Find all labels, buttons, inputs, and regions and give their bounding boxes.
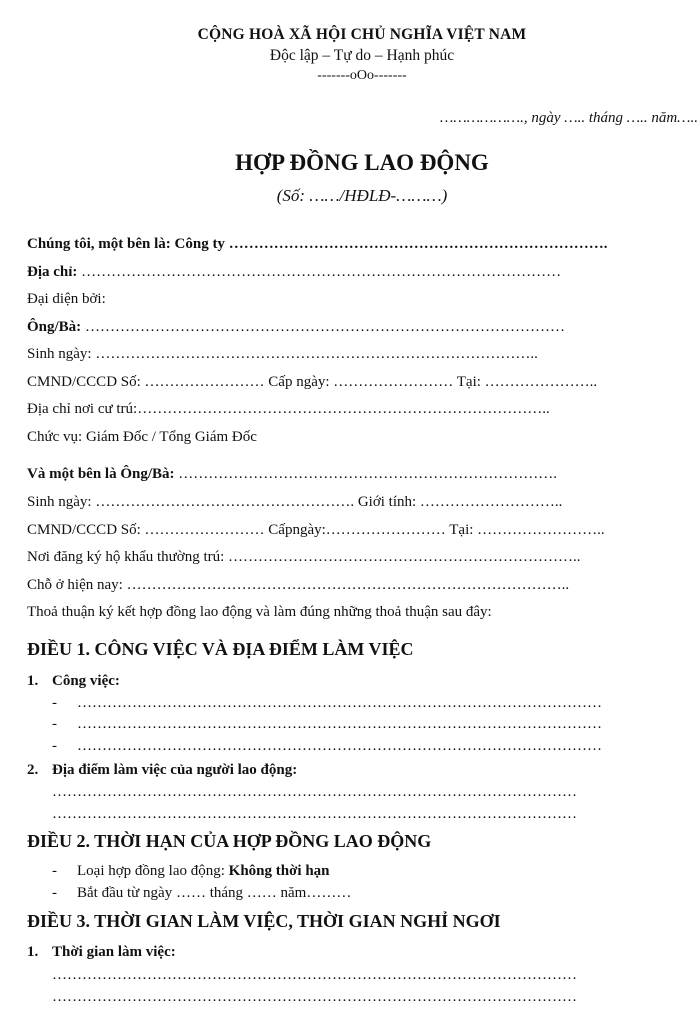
article-1-work-line-2 xyxy=(52,716,602,733)
party-a-represented-by: Đại diện bởi: xyxy=(27,291,106,307)
article-1-work-line-3 xyxy=(52,738,602,755)
article-1-item-1-label: Công việc: xyxy=(52,673,120,689)
party-a-name xyxy=(27,319,565,336)
dash-marker: - xyxy=(52,885,57,901)
article-1-item-2 xyxy=(27,762,297,779)
article-2-start xyxy=(52,885,351,902)
national-motto: Độc lập – Tự do – Hạnh phúc xyxy=(269,47,455,64)
party-a-address-fill: …………………………………………………………………………………… xyxy=(77,264,562,280)
party-b-intro-label: Và một bên là Ông/Bà: xyxy=(27,466,175,482)
dash-marker: - xyxy=(52,863,57,879)
article-2-type xyxy=(52,863,330,880)
article-1-item-1 xyxy=(27,673,120,690)
article-1-work-line-1 xyxy=(52,695,602,712)
article-1-item-2-label: Địa điểm làm việc của người lao động: xyxy=(52,762,298,778)
date-line: ………………., ngày ….. tháng ….. năm….. xyxy=(440,110,698,126)
article-3-item-1-label: Thời gian làm việc: xyxy=(52,944,176,960)
party-b-current-address: Chỗ ở hiện nay: …………………………………………………………………………….. xyxy=(27,577,570,593)
article-2-heading: ĐIỀU 2. THỜI HẠN CỦA HỢP ĐỒNG LAO ĐỘNG xyxy=(27,831,432,851)
header-divider: -------oOo------- xyxy=(317,68,407,83)
party-a-intro-fill: …………………………………………………………………. xyxy=(224,236,608,252)
dash-marker: - xyxy=(52,716,57,732)
party-b-intro xyxy=(27,466,557,483)
article-1-item-1-num: 1. xyxy=(27,673,39,689)
party-a-residence: Địa chỉ nơi cư trú:……………………………………………………………………….. xyxy=(27,401,550,417)
article-3-item-1-num: 1. xyxy=(27,944,39,960)
contract-type-label: Loại hợp đồng lao động: xyxy=(77,863,229,879)
contract-number: (Số: ……/HĐLĐ-………) xyxy=(276,186,448,205)
article-1-location-line-2: …………………………………………………………………………………………… xyxy=(52,806,577,822)
party-a-name-label: Ông/Bà: xyxy=(27,319,82,335)
dotted-fill: …………………………………………………………………………………………… xyxy=(77,738,602,754)
party-a-name-fill: …………………………………………………………………………………… xyxy=(81,319,565,335)
dotted-fill: …………………………………………………………………………………………… xyxy=(77,695,602,711)
agreement-statement: Thoả thuận ký kết hợp đồng lao động và làm đúng những thoả thuận sau đây: xyxy=(27,604,492,620)
dotted-fill: …………………………………………………………………………………………… xyxy=(77,716,602,732)
party-b-dob-gender: Sinh ngày: ……………………………………………. Giới tính: ……………………….. xyxy=(27,494,563,510)
party-a-id: CMND/CCCD Số: …………………… Cấp ngày: …………………… Tại: ………………….. xyxy=(27,374,598,390)
article-3-item-1 xyxy=(27,944,176,961)
article-3-hours-line-2: …………………………………………………………………………………………… xyxy=(52,989,577,1005)
article-1-item-2-num: 2. xyxy=(27,762,39,778)
dash-marker: - xyxy=(52,738,57,754)
national-title: CỘNG HOÀ XÃ HỘI CHỦ NGHĨA VIỆT NAM xyxy=(197,26,527,43)
contract-title: HỢP ĐỒNG LAO ĐỘNG xyxy=(235,150,489,175)
party-a-dob: Sinh ngày: …………………………………………………………………………….. xyxy=(27,346,538,362)
party-a-address-label: Địa chỉ: xyxy=(27,264,78,280)
article-3-hours-line-1: …………………………………………………………………………………………… xyxy=(52,967,577,983)
party-b-household: Nơi đăng ký hộ khẩu thường trú: …………………………………………………………….. xyxy=(27,549,581,565)
party-a-position: Chức vụ: Giám Đốc / Tổng Giám Đốc xyxy=(27,429,257,445)
party-b-intro-fill: …………………………………………………………………. xyxy=(174,466,558,482)
dash-marker: - xyxy=(52,695,57,711)
party-a-intro xyxy=(27,236,607,253)
party-a-intro-label: Chúng tôi, một bên là: Công ty xyxy=(27,236,225,252)
article-1-heading: ĐIỀU 1. CÔNG VIỆC VÀ ĐỊA ĐIỂM LÀM VIỆC xyxy=(27,639,414,659)
article-3-heading: ĐIỀU 3. THỜI GIAN LÀM VIỆC, THỜI GIAN NGHỈ NGƠI xyxy=(27,911,501,931)
contract-start-date: Bắt đầu từ ngày …… tháng …… năm……… xyxy=(77,885,352,901)
party-a-address xyxy=(27,264,561,281)
party-b-id: CMND/CCCD Số: …………………… Cấpngày:…………………… Tại: …………………….. xyxy=(27,522,605,538)
article-1-location-line-1: …………………………………………………………………………………………… xyxy=(52,784,577,800)
contract-type-value: Không thời hạn xyxy=(228,863,330,879)
